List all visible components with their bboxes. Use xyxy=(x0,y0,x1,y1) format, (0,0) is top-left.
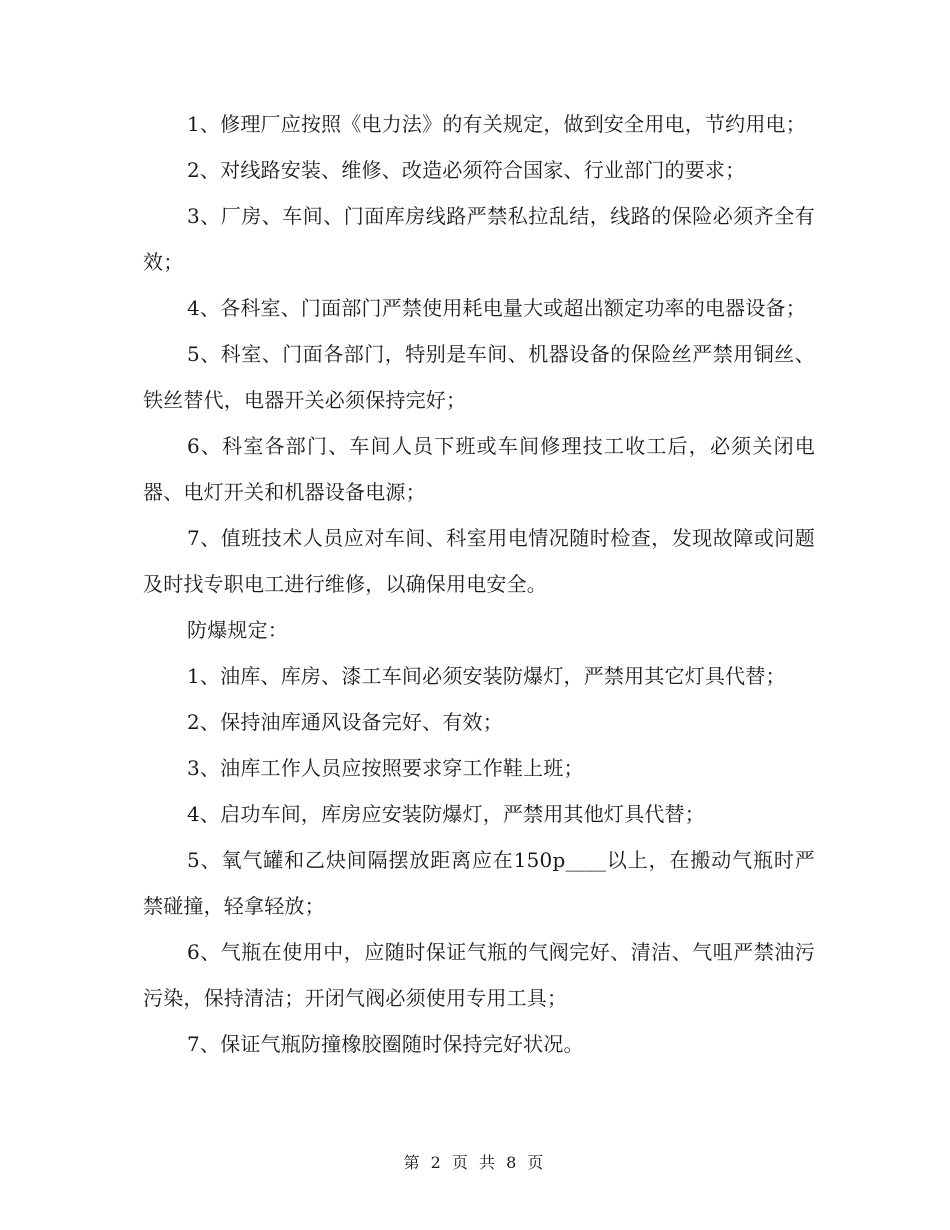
paragraph-explosion-rule-3: 3、油库工作人员应按照要求穿工作鞋上班； xyxy=(187,756,584,780)
paragraph-explosion-rule-6: 6、气瓶在使用中，应随时保证气瓶的气阀完好、清洁、气咀严禁油污污染，保持清洁；开闭气阀必须使用专用工具； xyxy=(143,940,815,1010)
section-heading-explosion-proof: 防爆规定： xyxy=(187,618,288,642)
page-number-footer: 第 2 页 共 8 页 xyxy=(403,1153,547,1172)
paragraph-electric-rule-2: 2、对线路安装、维修、改造必须符合国家、行业部门的要求； xyxy=(187,158,746,182)
paragraph-electric-rule-4: 4、各科室、门面部门严禁使用耗电量大或超出额定功率的电器设备； xyxy=(187,296,806,320)
paragraph-electric-rule-1: 1、修理厂应按照《电力法》的有关规定，做到安全用电，节约用电； xyxy=(187,112,806,136)
document-body xyxy=(143,101,815,1067)
paragraph-explosion-rule-2: 2、保持油库通风设备完好、有效； xyxy=(187,710,503,734)
paragraph-explosion-rule-4: 4、启功车间，库房应安装防爆灯，严禁用其他灯具代替； xyxy=(187,802,705,826)
paragraph-explosion-rule-7: 7、保证气瓶防撞橡胶圈随时保持完好状况。 xyxy=(187,1032,584,1056)
paragraph-explosion-rule-1: 1、油库、库房、漆工车间必须安装防爆灯，严禁用其它灯具代替； xyxy=(187,664,786,688)
paragraph-electric-rule-3: 3、厂房、车间、门面库房线路严禁私拉乱结，线路的保险必须齐全有效； xyxy=(143,204,815,274)
paragraph-explosion-rule-5: 5、氧气罐和乙炔间隔摆放距离应在150p____以上，在搬动气瓶时严禁碰撞，轻拿轻放； xyxy=(143,848,815,918)
paragraph-electric-rule-5: 5、科室、门面各部门，特别是车间、机器设备的保险丝严禁用铜丝、铁丝替代，电器开关必须保持完好； xyxy=(143,342,815,412)
paragraph-electric-rule-7: 7、值班技术人员应对车间、科室用电情况随时检查，发现故障或问题及时找专职电工进行维修，以确保用电安全。 xyxy=(143,526,815,596)
paragraph-electric-rule-6: 6、科室各部门、车间人员下班或车间修理技工收工后，必须关闭电器、电灯开关和机器设备电源； xyxy=(143,434,815,504)
